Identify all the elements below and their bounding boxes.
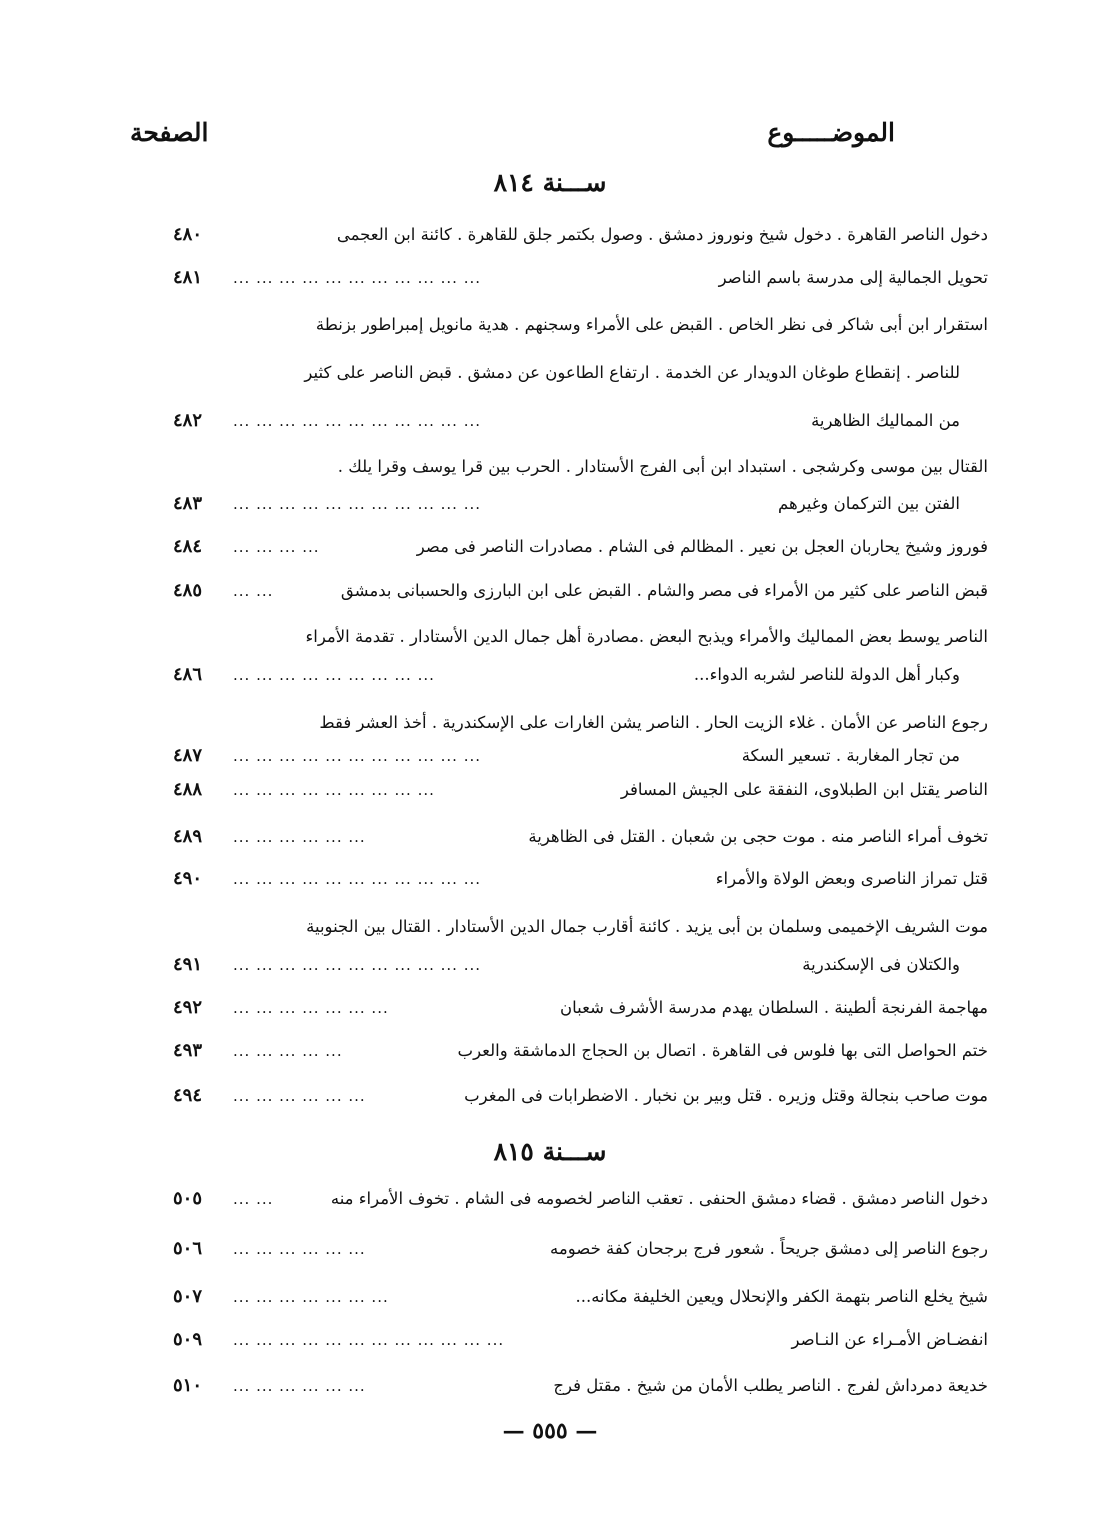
leader-dots: ... ... ... ... ... ... ... ... ... ... ... — [233, 956, 482, 974]
index-entry — [130, 1234, 988, 1264]
page-header — [130, 118, 895, 158]
entry-text: شيخ يخلع الناصر بتهمة الكفر والإنحلال ويعين الخليفة مكانه... — [575, 1287, 988, 1306]
index-entry — [130, 622, 988, 652]
entry-text: دخول الناصر القاهرة . دخول شيخ ونوروز دمشق . وصول بكتمر جلق للقاهرة . كائنة ابن العجمى — [336, 225, 988, 244]
leader-dots: ... ... — [233, 1190, 274, 1208]
index-entry — [130, 532, 988, 562]
leader-dots: ... ... ... ... ... ... ... ... ... ... ... — [233, 747, 482, 765]
leader-dots: ... ... ... ... ... ... ... ... ... — [233, 666, 435, 684]
entry-text: قتل تمراز الناصرى وبعض الولاة والأمراء — [715, 869, 988, 888]
page-number: — ٥٥٥ — — [502, 1418, 598, 1444]
entry-text: تحويل الجمالية إلى مدرسة باسم الناصر — [718, 268, 988, 287]
entry-text: رجوع الناصر عن الأمان . غلاء الزيت الحار . الناصر يشن الغارات على الإسكندرية . أخذ العشر فقط — [319, 713, 988, 732]
leader-dots: ... ... ... ... ... ... ... ... ... ... ... — [233, 269, 482, 287]
entry-page-number: ٤٨٢ — [173, 410, 203, 431]
index-entry — [130, 864, 988, 894]
entry-text: تخوف أمراء الناصر منه . موت حجى بن شعبان . القتل فى الظاهرية — [528, 827, 988, 846]
entry-page-number: ٥٠٦ — [173, 1238, 203, 1259]
index-entry — [130, 708, 988, 738]
entry-text: من المماليك الظاهرية — [811, 411, 960, 430]
index-entry — [130, 220, 988, 250]
entry-page-number: ٤٨٦ — [173, 664, 203, 685]
entry-text: الناصر يقتل ابن الطبلاوى، النفقة على الجيش المسافر — [620, 780, 988, 799]
page-column-label: الصفحة — [130, 118, 209, 147]
index-entry — [130, 912, 988, 942]
entry-text: خديعة دمرداش لفرج . الناصر يطلب الأمان من شيخ . مقتل فرج — [553, 1376, 988, 1395]
entry-page-number: ٤٩١ — [173, 954, 203, 975]
index-entry — [130, 993, 988, 1023]
year-heading: ســـنة ٨١٥ — [493, 1137, 607, 1166]
leader-dots: ... ... ... ... ... ... — [233, 828, 366, 846]
index-entry — [130, 775, 988, 805]
leader-dots: ... ... ... ... ... ... ... ... ... — [233, 781, 435, 799]
entry-page-number: ٥١٠ — [173, 1375, 203, 1396]
index-entry — [130, 310, 988, 340]
index-entry — [130, 489, 988, 519]
entry-page-number: ٥٠٥ — [173, 1188, 203, 1209]
index-entry — [130, 1184, 988, 1214]
entry-page-number: ٤٨٤ — [173, 536, 203, 557]
index-entry — [130, 1282, 988, 1312]
leader-dots: ... ... ... ... ... ... — [233, 1087, 366, 1105]
entry-text: انفضـاض الأمـراء عن النـاصر — [791, 1330, 988, 1349]
entry-page-number: ٥٠٧ — [173, 1286, 203, 1307]
entry-page-number: ٤٨٨ — [173, 779, 203, 800]
entry-text: موت الشريف الإخميمى وسلمان بن أبى يزيد . كائنة أقارب جمال الدين الأستادار . القتال بين الجنوبية — [306, 917, 988, 936]
entry-page-number: ٤٩٢ — [173, 997, 203, 1018]
entry-page-number: ٤٩٠ — [173, 868, 203, 889]
entry-page-number: ٤٨٩ — [173, 826, 203, 847]
leader-dots: ... ... — [233, 582, 274, 600]
entry-page-number: ٤٨٧ — [173, 745, 203, 766]
index-entry — [130, 950, 988, 980]
index-entry — [130, 1081, 988, 1111]
topic-column-label: الموضـــــوع — [767, 118, 895, 147]
entry-text: ختم الحواصل التى بها فلوس فى القاهرة . اتصال بن الحجاج الدماشقة والعرب — [457, 1041, 988, 1060]
entry-text: استقرار ابن أبى شاكر فى نظر الخاص . القبض على الأمراء وسجنهم . هدية مانويل إمبراطور بزنطة — [315, 315, 988, 334]
entry-text: والكتلان فى الإسكندرية — [802, 955, 960, 974]
entry-page-number: ٤٨١ — [173, 267, 203, 288]
entry-text: فوروز وشيخ يحاربان العجل بن نعير . المظالم فى الشام . مصادرات الناصر فى مصر — [416, 537, 988, 556]
index-entry — [130, 406, 988, 436]
leader-dots: ... ... ... ... ... ... ... ... ... ... ... — [233, 495, 482, 513]
index-entry — [130, 452, 988, 482]
entry-text: من تجار المغاربة . تسعير السكة — [741, 746, 960, 765]
index-entry — [130, 358, 988, 388]
leader-dots: ... ... ... ... — [233, 538, 320, 556]
leader-dots: ... ... ... ... ... ... ... — [233, 999, 389, 1017]
entry-page-number: ٤٨٥ — [173, 580, 203, 601]
entry-text: رجوع الناصر إلى دمشق جريحاً . شعور فرج برجحان كفة خصومه — [550, 1239, 988, 1258]
leader-dots: ... ... ... ... ... ... ... — [233, 1288, 389, 1306]
entry-page-number: ٥٠٩ — [173, 1329, 203, 1350]
entry-page-number: ٤٨٣ — [173, 493, 203, 514]
leader-dots: ... ... ... ... ... ... ... ... ... ... ... — [233, 412, 482, 430]
index-entry — [130, 1036, 988, 1066]
leader-dots: ... ... ... ... ... — [233, 1042, 343, 1060]
index-entry — [130, 263, 988, 293]
entry-text: قبض الناصر على كثير من الأمراء فى مصر والشام . القبض على ابن البارزى والحسبانى بدمشق — [340, 581, 988, 600]
entry-text: دخول الناصر دمشق . قضاء دمشق الحنفى . تعقب الناصر لخصومه فى الشام . تخوف الأمراء منه — [330, 1189, 988, 1208]
index-entry — [130, 1325, 988, 1355]
entry-page-number: ٤٩٤ — [173, 1085, 203, 1106]
entry-text: مهاجمة الفرنجة ألطينة . السلطان يهدم مدرسة الأشرف شعبان — [560, 998, 988, 1017]
index-entry — [130, 576, 988, 606]
entry-text: للناصر . إنقطاع طوغان الدويدار عن الخدمة . ارتفاع الطاعون عن دمشق . قبض الناصر على كثير — [304, 363, 960, 382]
index-entry — [130, 1371, 988, 1401]
index-entry — [130, 822, 988, 852]
entry-text: موت صاحب بنجالة وقتل وزيره . قتل وبير بن نخبار . الاضطرابات فى المغرب — [464, 1086, 988, 1105]
entry-text: الناصر يوسط بعض المماليك والأمراء ويذبح البعض .مصادرة أهل جمال الدين الأستادار . تقدمة الأمراء — [305, 627, 988, 646]
index-entry — [130, 660, 988, 690]
entry-text: الفتن بين التركمان وغيرهم — [778, 494, 960, 513]
index-entry — [130, 741, 988, 771]
entry-page-number: ٤٨٠ — [173, 224, 203, 245]
leader-dots: ... ... ... ... ... ... ... ... ... ... ... — [233, 870, 482, 888]
leader-dots: ... ... ... ... ... ... — [233, 1240, 366, 1258]
leader-dots: ... ... ... ... ... ... — [233, 1377, 366, 1395]
entry-text: القتال بين موسى وكرشجى . استبداد ابن أبى الفرج الأستادار . الحرب بين قرا يوسف وقرا يلك . — [337, 457, 988, 476]
entry-page-number: ٤٩٣ — [173, 1040, 203, 1061]
entry-text: وكبار أهل الدولة للناصر لشربه الدواء... — [693, 665, 960, 684]
leader-dots: ... ... ... ... ... ... ... ... ... ... ... ... — [233, 1331, 505, 1349]
year-heading: ســـنة ٨١٤ — [493, 168, 607, 197]
